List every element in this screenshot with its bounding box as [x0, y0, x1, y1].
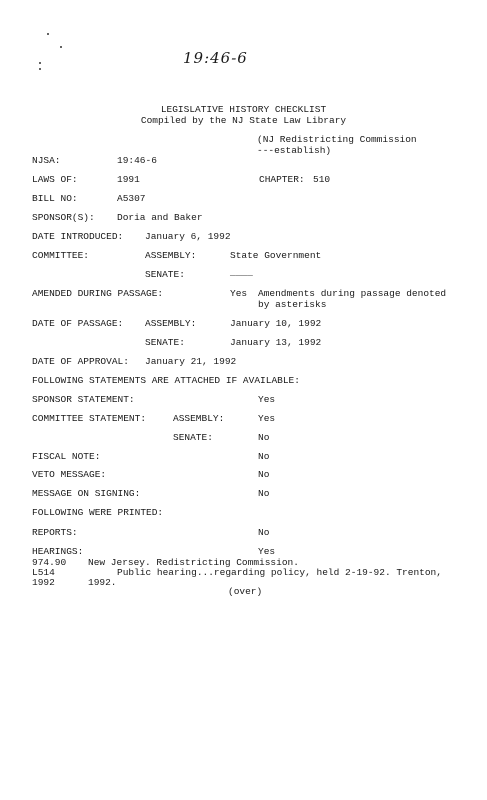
- hearing-line1: New Jersey. Redistricting Commission.: [88, 557, 299, 568]
- committee-senate-label: SENATE:: [145, 269, 185, 280]
- handwritten-number: 19:46-6: [183, 49, 248, 67]
- committee-statement-senate-value: No: [258, 432, 270, 443]
- sponsor-statement-label: SPONSOR STATEMENT:: [32, 394, 135, 405]
- scan-speck: [47, 33, 49, 35]
- committee-assembly-value: State Government: [230, 250, 322, 261]
- document-title: LEGISLATIVE HISTORY CHECKLIST: [160, 104, 327, 115]
- reports-label: REPORTS:: [32, 527, 78, 538]
- committee-statement-senate-label: SENATE:: [173, 432, 213, 443]
- chapter-label: CHAPTER:: [259, 174, 305, 185]
- sponsor-statement-value: Yes: [258, 394, 276, 405]
- approval-label: DATE OF APPROVAL:: [32, 356, 129, 367]
- veto-label: VETO MESSAGE:: [32, 469, 107, 480]
- passage-senate-value: January 13, 1992: [230, 337, 322, 348]
- passage-assembly-label: ASSEMBLY:: [145, 318, 197, 329]
- committee-label: COMMITTEE:: [32, 250, 90, 261]
- passage-label: DATE OF PASSAGE:: [32, 318, 124, 329]
- reports-value: No: [258, 527, 270, 538]
- amended-note-line2: by asterisks: [258, 299, 327, 310]
- scan-speck: [39, 62, 41, 64]
- passage-senate-label: SENATE:: [145, 337, 185, 348]
- bill-title-line2: ---establish): [257, 145, 332, 156]
- hearing-line2: Public hearing...regarding policy, held 2-19-92. Trenton,: [117, 567, 442, 578]
- approval-value: January 21, 1992: [145, 356, 237, 367]
- intro-value: January 6, 1992: [145, 231, 231, 242]
- call-number-3: 1992: [32, 577, 55, 588]
- bill-title-line1: (NJ Redistricting Commission: [257, 134, 417, 145]
- sponsor-value: Doria and Baker: [117, 212, 203, 223]
- laws-value: 1991: [117, 174, 140, 185]
- amended-label: AMENDED DURING PASSAGE:: [32, 288, 164, 299]
- signing-label: MESSAGE ON SIGNING:: [32, 488, 141, 499]
- bill-label: BILL NO:: [32, 193, 78, 204]
- hearing-line3: 1992.: [88, 577, 117, 588]
- njsa-label: NJSA:: [32, 155, 61, 166]
- scan-speck: [60, 46, 62, 48]
- committee-senate-value: ____: [230, 267, 253, 278]
- document-subtitle: Compiled by the NJ State Law Library: [140, 115, 347, 126]
- fiscal-value: No: [258, 451, 270, 462]
- amended-note-line1: Amendments during passage denoted: [258, 288, 447, 299]
- committee-statement-assembly-label: ASSEMBLY:: [173, 413, 225, 424]
- sponsor-label: SPONSOR(S):: [32, 212, 95, 223]
- signing-value: No: [258, 488, 270, 499]
- amended-value: Yes: [230, 288, 248, 299]
- passage-assembly-value: January 10, 1992: [230, 318, 322, 329]
- laws-label: LAWS OF:: [32, 174, 78, 185]
- hearings-label: HEARINGS:: [32, 546, 84, 557]
- intro-label: DATE INTRODUCED:: [32, 231, 124, 242]
- veto-value: No: [258, 469, 270, 480]
- fiscal-label: FISCAL NOTE:: [32, 451, 101, 462]
- committee-statement-assembly-value: Yes: [258, 413, 276, 424]
- committee-statement-label: COMMITTEE STATEMENT:: [32, 413, 147, 424]
- printed-heading: FOLLOWING WERE PRINTED:: [32, 507, 164, 518]
- hearings-value: Yes: [258, 546, 276, 557]
- attached-heading: FOLLOWING STATEMENTS ARE ATTACHED IF AVAILABLE:: [32, 375, 300, 386]
- chapter-value: 510: [313, 174, 331, 185]
- committee-assembly-label: ASSEMBLY:: [145, 250, 197, 261]
- call-number-1: 974.90: [32, 557, 67, 568]
- call-number-2: L514: [32, 567, 55, 578]
- njsa-value: 19:46-6: [117, 155, 157, 166]
- footer-over: (over): [228, 586, 263, 597]
- bill-value: A5307: [117, 193, 146, 204]
- scan-speck: [39, 68, 41, 70]
